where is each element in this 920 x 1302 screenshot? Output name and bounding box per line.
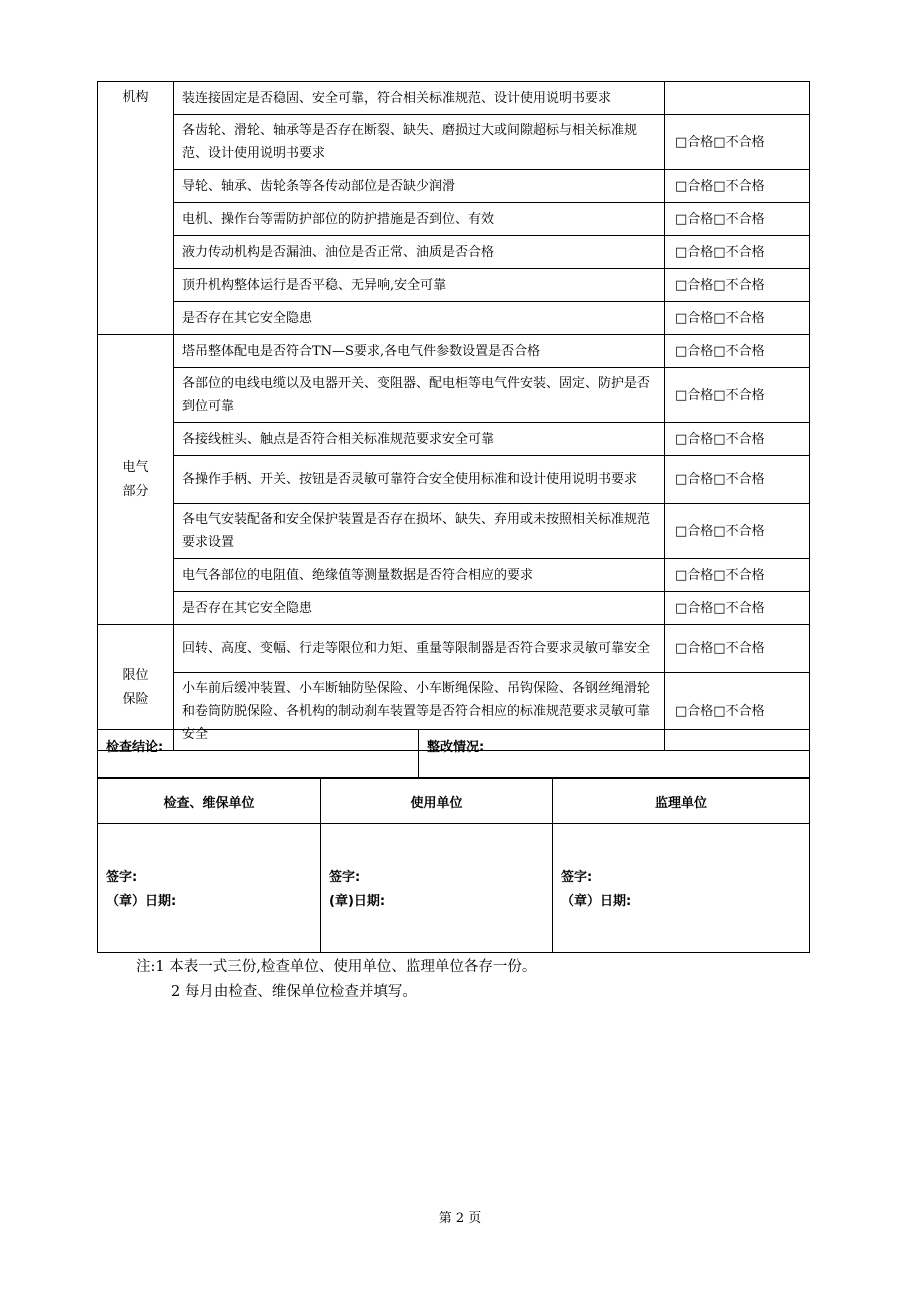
rectification-field[interactable] bbox=[419, 730, 810, 778]
check-item: 各接线桩头、触点是否符合相关标准规范要求安全可靠 bbox=[174, 423, 665, 456]
check-item: 电气各部位的电阻值、绝缘值等测量数据是否符合相应的要求 bbox=[174, 559, 665, 592]
check-conclusion-label: 检查结论: bbox=[106, 740, 164, 755]
check-conclusion-field[interactable] bbox=[98, 730, 419, 778]
table-row bbox=[98, 368, 810, 423]
result-checkbox[interactable]: □合格□不合格 bbox=[665, 302, 810, 335]
check-item: 电机、操作台等需防护部位的防护措施是否到位、有效 bbox=[174, 203, 665, 236]
result-checkbox[interactable]: □合格□不合格 bbox=[665, 559, 810, 592]
notes bbox=[136, 955, 536, 1005]
result-checkbox[interactable]: □合格□不合格 bbox=[665, 423, 810, 456]
result-checkbox[interactable]: □合格□不合格 bbox=[665, 335, 810, 368]
inspector-signature-field[interactable] bbox=[98, 824, 321, 953]
category-mechanism: 机构 bbox=[98, 82, 174, 335]
table-row bbox=[98, 269, 810, 302]
check-item: 导轮、轴承、齿轮条等各传动部位是否缺少润滑 bbox=[174, 170, 665, 203]
table-row bbox=[98, 456, 810, 504]
check-item: 是否存在其它安全隐患 bbox=[174, 302, 665, 335]
supervisor-signature-field[interactable] bbox=[553, 824, 810, 953]
check-item: 是否存在其它安全隐患 bbox=[174, 592, 665, 625]
result-checkbox[interactable]: □合格□不合格 bbox=[665, 456, 810, 504]
seal-date-label: (章)日期: bbox=[329, 894, 386, 909]
result-checkbox[interactable]: □合格□不合格 bbox=[665, 673, 810, 751]
note-1: 注:1 本表一式三份,检查单位、使用单位、监理单位各存一份。 bbox=[136, 959, 537, 975]
check-item: 各操作手柄、开关、按钮是否灵敏可靠符合安全使用标准和设计使用说明书要求 bbox=[174, 456, 665, 504]
check-item: 顶升机构整体运行是否平稳、无异响,安全可靠 bbox=[174, 269, 665, 302]
page-number: 第 2 页 bbox=[438, 1211, 482, 1226]
check-item: 塔吊整体配电是否符合TN—S要求,各电气件参数设置是否合格 bbox=[174, 335, 665, 368]
table-row bbox=[98, 236, 810, 269]
table-row bbox=[98, 335, 810, 368]
signature-table bbox=[97, 778, 810, 953]
result-checkbox[interactable]: □合格□不合格 bbox=[665, 236, 810, 269]
result-checkbox[interactable]: □合格□不合格 bbox=[665, 625, 810, 673]
note-2: 2 每月由检查、维保单位检查并填写。 bbox=[171, 984, 417, 1000]
category-limit: 限位 保险 bbox=[98, 625, 174, 751]
signature-label: 签字: bbox=[329, 870, 361, 885]
result-checkbox[interactable]: □合格□不合格 bbox=[665, 170, 810, 203]
result-cell bbox=[665, 82, 810, 115]
table-row bbox=[98, 559, 810, 592]
table-row bbox=[98, 423, 810, 456]
result-checkbox[interactable]: □合格□不合格 bbox=[665, 115, 810, 170]
result-checkbox[interactable]: □合格□不合格 bbox=[665, 504, 810, 559]
check-item: 液力传动机构是否漏油、油位是否正常、油质是否合格 bbox=[174, 236, 665, 269]
inspector-unit-header: 检查、维保单位 bbox=[98, 779, 321, 824]
table-row bbox=[98, 302, 810, 335]
category-electrical: 电气 部分 bbox=[98, 335, 174, 625]
check-item: 各电气安装配备和安全保护装置是否存在损坏、缺失、弃用或未按照相关标准规范要求设置 bbox=[174, 504, 665, 559]
table-row bbox=[98, 625, 810, 673]
table-row bbox=[98, 592, 810, 625]
user-signature-field[interactable] bbox=[321, 824, 553, 953]
seal-date-label: （章）日期: bbox=[561, 894, 632, 909]
rectification-label: 整改情况: bbox=[427, 740, 485, 755]
table-row bbox=[98, 170, 810, 203]
conclusion-table bbox=[97, 729, 810, 778]
table-row bbox=[98, 504, 810, 559]
user-unit-header: 使用单位 bbox=[321, 779, 553, 824]
result-checkbox[interactable]: □合格□不合格 bbox=[665, 203, 810, 236]
result-checkbox[interactable]: □合格□不合格 bbox=[665, 368, 810, 423]
check-item: 小车前后缓冲装置、小车断轴防坠保险、小车断绳保险、吊钩保险、各钢丝绳滑轮和卷筒防脱保险、各机构的制动刹车装置等是否符合相应的标准规范要求灵敏可靠安全 bbox=[174, 673, 665, 751]
result-checkbox[interactable]: □合格□不合格 bbox=[665, 269, 810, 302]
check-item: 回转、高度、变幅、行走等限位和力矩、重量等限制器是否符合要求灵敏可靠安全 bbox=[174, 625, 665, 673]
signature-label: 签字: bbox=[106, 870, 138, 885]
result-checkbox[interactable]: □合格□不合格 bbox=[665, 592, 810, 625]
check-item: 各部位的电线电缆以及电器开关、变阻器、配电柜等电气件安装、固定、防护是否到位可靠 bbox=[174, 368, 665, 423]
table-row bbox=[98, 203, 810, 236]
seal-date-label: （章）日期: bbox=[106, 894, 177, 909]
supervisor-unit-header: 监理单位 bbox=[553, 779, 810, 824]
table-row bbox=[98, 115, 810, 170]
check-item: 各齿轮、滑轮、轴承等是否存在断裂、缺失、磨损过大或间隙超标与相关标准规范、设计使用说明书要求 bbox=[174, 115, 665, 170]
signature-label: 签字: bbox=[561, 870, 593, 885]
inspection-table bbox=[97, 81, 810, 751]
check-item: 装连接固定是否稳固、安全可靠，符合相关标准规范、设计使用说明书要求 bbox=[174, 82, 665, 115]
table-row bbox=[98, 82, 810, 115]
